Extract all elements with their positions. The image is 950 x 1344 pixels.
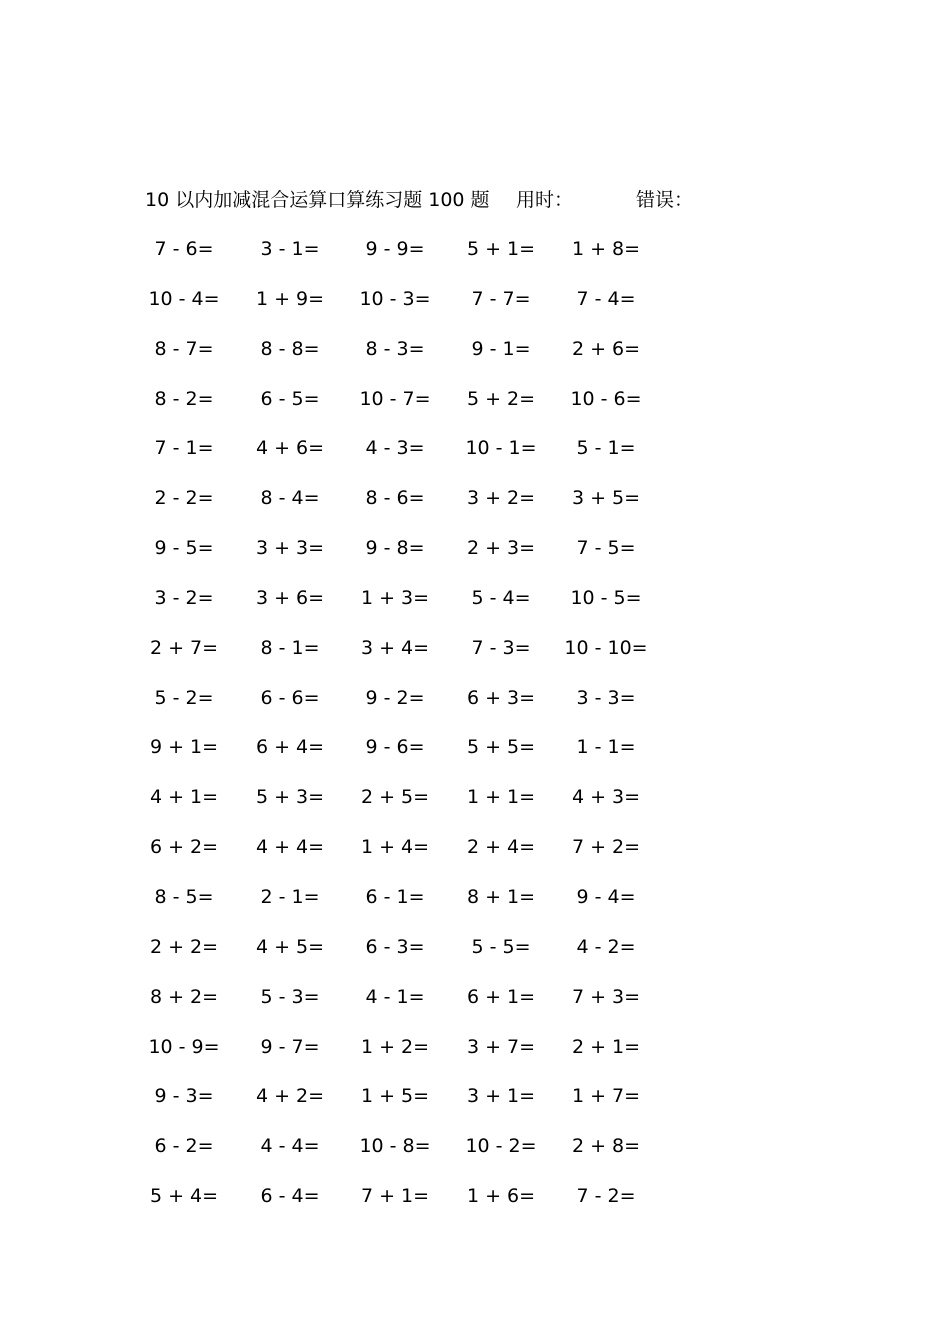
problem-item: 7 + 2= [571,836,641,859]
problem-item: 5 - 1= [576,437,636,460]
problem-row [0,435,950,485]
problem-item: 7 - 2= [576,1185,636,1208]
problem-row [0,1133,950,1183]
problem-item: 10 - 3= [359,287,431,310]
problem-item: 8 - 5= [154,885,214,908]
problem-item: 9 - 4= [576,885,636,908]
problem-item: 1 + 9= [255,287,325,310]
problem-row [0,934,950,984]
problem-item: 9 - 6= [365,736,425,759]
problem-item: 6 - 5= [260,387,320,410]
problem-item: 8 + 1= [466,885,536,908]
problem-item: 6 - 6= [260,686,320,709]
problem-row [0,386,950,436]
problem-row [0,286,950,336]
problem-item: 1 + 7= [571,1085,641,1108]
problem-item: 6 - 4= [260,1185,320,1208]
problem-item: 5 + 3= [255,786,325,809]
problem-item: 9 - 3= [154,1085,214,1108]
problem-item: 8 - 2= [154,387,214,410]
problem-item: 3 + 1= [466,1085,536,1108]
problem-item: 4 - 2= [576,935,636,958]
time-used-label: 用时： [516,189,574,211]
problem-item: 4 + 4= [255,836,325,859]
problem-row [0,585,950,635]
problem-row [0,1034,950,1084]
problem-item: 1 + 6= [466,1185,536,1208]
problem-item: 3 + 3= [255,537,325,560]
problem-item: 10 - 2= [465,1135,537,1158]
problem-item: 2 + 4= [466,836,536,859]
problem-item: 8 - 3= [365,337,425,360]
problem-item: 5 - 2= [154,686,214,709]
problem-row [0,884,950,934]
problem-row [0,236,950,286]
problem-item: 2 + 6= [571,337,641,360]
problem-item: 5 - 4= [471,586,531,609]
problem-item: 4 + 5= [255,935,325,958]
problem-item: 6 - 2= [154,1135,214,1158]
problem-item: 3 + 2= [466,487,536,510]
problem-item: 9 - 8= [365,537,425,560]
problem-item: 10 - 4= [148,287,220,310]
problem-item: 5 + 4= [149,1185,219,1208]
problem-item: 7 + 1= [360,1185,430,1208]
problem-item: 5 + 2= [466,387,536,410]
problem-item: 1 + 4= [360,836,430,859]
problem-row [0,1183,950,1233]
problem-row [0,834,950,884]
problem-item: 7 + 3= [571,985,641,1008]
problem-item: 2 + 3= [466,537,536,560]
problem-item: 6 - 3= [365,935,425,958]
problem-item: 2 + 5= [360,786,430,809]
problem-item: 8 - 8= [260,337,320,360]
problem-item: 2 + 7= [149,636,219,659]
problem-item: 2 + 2= [149,935,219,958]
problem-item: 4 - 1= [365,985,425,1008]
problem-item: 6 + 3= [466,686,536,709]
problem-item: 2 + 8= [571,1135,641,1158]
problem-item: 10 - 9= [148,1035,220,1058]
problem-item: 2 - 1= [260,885,320,908]
problem-item: 5 - 5= [471,935,531,958]
problem-item: 7 - 6= [154,238,214,260]
problem-row [0,635,950,685]
problem-item: 8 - 7= [154,337,214,360]
problem-row [0,485,950,535]
problem-item: 9 + 1= [149,736,219,759]
problem-item: 6 - 1= [365,885,425,908]
problem-item: 3 + 6= [255,586,325,609]
problem-row [0,984,950,1034]
problem-item: 5 + 5= [466,736,536,759]
problem-item: 7 - 5= [576,537,636,560]
problem-item: 9 - 2= [365,686,425,709]
problem-item: 9 - 1= [471,337,531,360]
problem-item: 8 - 1= [260,636,320,659]
problem-item: 10 - 6= [570,387,642,410]
problem-item: 2 - 2= [154,487,214,510]
problem-item: 4 + 2= [255,1085,325,1108]
problem-row [0,1083,950,1133]
problem-item: 1 - 1= [576,736,636,759]
problem-item: 8 - 4= [260,487,320,510]
problem-item: 1 + 1= [466,786,536,809]
problem-item: 9 - 9= [365,238,425,260]
problem-item: 7 - 7= [471,287,531,310]
problem-row [0,685,950,735]
problem-item: 5 - 3= [260,985,320,1008]
problem-item: 3 + 4= [360,636,430,659]
problem-item: 10 - 1= [465,437,537,460]
problem-row [0,734,950,784]
problem-item: 4 - 4= [260,1135,320,1158]
problem-item: 9 - 5= [154,537,214,560]
problem-item: 2 + 1= [571,1035,641,1058]
problem-item: 10 - 5= [570,586,642,609]
problem-row [0,535,950,585]
problem-item: 10 - 8= [359,1135,431,1158]
problem-grid [0,236,950,1233]
problem-item: 7 - 1= [154,437,214,460]
problem-item: 3 - 2= [154,586,214,609]
problem-item: 4 - 3= [365,437,425,460]
problem-item: 3 + 7= [466,1035,536,1058]
problem-row [0,784,950,834]
problem-item: 8 - 6= [365,487,425,510]
worksheet-header [0,186,950,214]
problem-item: 7 - 4= [576,287,636,310]
problem-item: 6 + 2= [149,836,219,859]
problem-item: 1 + 5= [360,1085,430,1108]
problem-item: 6 + 1= [466,985,536,1008]
problem-item: 1 + 2= [360,1035,430,1058]
problem-item: 3 - 1= [260,238,320,260]
worksheet-title: 10 以内加减混合运算口算练习题 100 题 [145,189,490,211]
problem-item: 10 - 7= [359,387,431,410]
problem-item: 8 + 2= [149,985,219,1008]
problem-item: 4 + 3= [571,786,641,809]
problem-item: 4 + 1= [149,786,219,809]
problem-item: 4 + 6= [255,437,325,460]
error-count-label: 错误： [636,189,694,211]
problem-item: 3 + 5= [571,487,641,510]
problem-item: 1 + 3= [360,586,430,609]
problem-row [0,336,950,386]
problem-item: 3 - 3= [576,686,636,709]
problem-item: 6 + 4= [255,736,325,759]
problem-item: 10 - 10= [564,636,648,659]
problem-item: 1 + 8= [571,238,641,260]
problem-item: 9 - 7= [260,1035,320,1058]
problem-item: 5 + 1= [466,238,536,260]
problem-item: 7 - 3= [471,636,531,659]
